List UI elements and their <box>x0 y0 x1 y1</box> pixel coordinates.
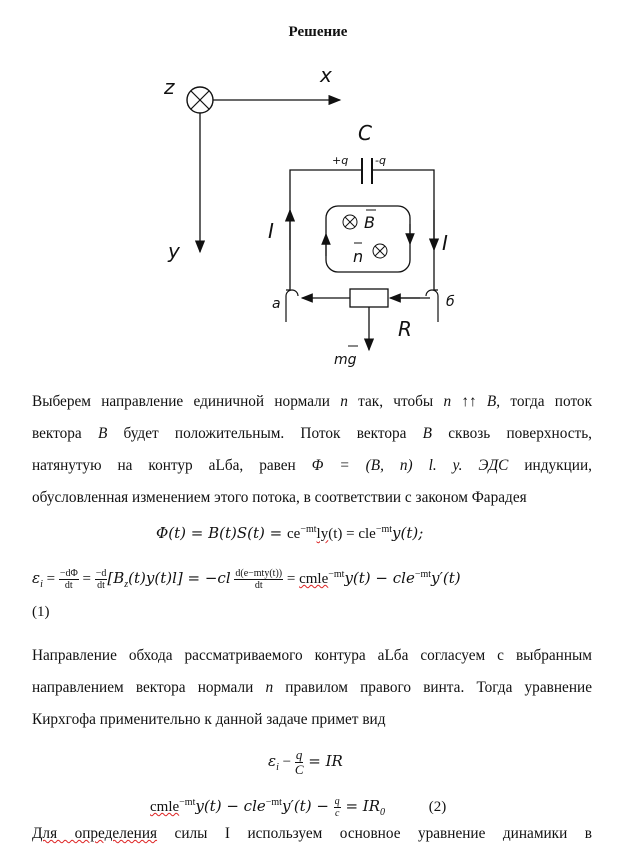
text: , тогда поток <box>496 393 593 410</box>
gravity-label: mg <box>334 352 357 368</box>
fraction <box>334 796 341 819</box>
numerator: −dΦ <box>59 568 78 579</box>
eq-part: = <box>283 570 300 587</box>
point-a-label: a <box>272 296 281 312</box>
spellcheck-word: cmle <box>299 570 329 587</box>
numerator: q <box>295 747 303 762</box>
eq-part: y(t); <box>392 524 424 542</box>
text: будет положительным. Поток вектора <box>123 425 407 442</box>
paragraph-normal <box>32 386 592 514</box>
eq-part: (t) = cle <box>328 526 376 542</box>
exponent: −mt <box>265 796 282 808</box>
eq-part: y(t) − cle <box>344 568 415 587</box>
text: силы I используем основное уравнение динамики в <box>157 825 592 842</box>
current-right-label: I <box>442 231 448 255</box>
vector-b: B <box>97 425 108 442</box>
exponent: −mt <box>414 568 432 580</box>
subscript: i <box>276 761 279 773</box>
numerator: q <box>334 796 340 807</box>
field-label: B <box>364 213 375 232</box>
eq-part: ce <box>287 526 301 542</box>
text: вектора <box>32 425 82 442</box>
exponent: −mt <box>375 524 393 535</box>
equation-label-2: (2) <box>428 798 447 815</box>
axis-y-label: y <box>168 239 180 263</box>
eq-part: [B <box>107 568 125 587</box>
plus-q-label: +q <box>332 154 349 167</box>
spellcheck-word: cmle <box>150 798 180 815</box>
current-left-label: I <box>268 219 274 243</box>
fraction <box>59 568 79 591</box>
text: правилом правого винта. Тогда уравнение <box>285 679 592 696</box>
text: Выберем направление единичной нормали <box>32 393 330 410</box>
exponent: −mt <box>179 796 196 808</box>
capacitor-label: C <box>358 121 372 145</box>
equation-flux <box>156 524 423 543</box>
spellcheck-word: ly <box>316 526 329 542</box>
equation-label-1: (1) <box>32 604 50 620</box>
equation-emf: $\varepsilon_i$ = $\frac{-d\Phi}{dt}$ = $\frac{-d}{dt}$ $[B_z(t)y(t)l] = -cl$ $\frac{\text{d(e−mty(t))}}{dt}$ = cmle$^{-mt}$y(t) − cle$^{-mt}$y′(t) <box>32 568 461 591</box>
text: Кирхгофа применительно к данной задаче примет вид <box>32 711 386 728</box>
text: натянутую на контур аLба, равен <box>32 457 296 474</box>
eq-part: y′(t) − <box>281 796 334 815</box>
spellcheck-word: Для определения <box>32 825 158 842</box>
denominator: c <box>334 808 340 819</box>
relation-n-b: n ↑↑ B <box>443 393 497 410</box>
eq-part: − <box>278 753 295 770</box>
text: так, чтобы <box>358 393 434 410</box>
flux-formula: Φ = (B, n) l. y. ЭДС <box>311 457 509 474</box>
text: направлением вектора нормали <box>32 679 254 696</box>
eq-part: (t)y(t)l] = −cl <box>128 568 231 587</box>
denominator: dt <box>64 580 73 591</box>
text: обусловленная изменением этого потока, в соответствии с законом Фарадея <box>32 489 527 506</box>
subscript: i <box>40 578 43 590</box>
paragraph-kirchhoff <box>32 640 592 736</box>
point-b-label: б <box>446 294 455 310</box>
eq-part: ε <box>268 751 277 770</box>
equation-kirchhoff-expanded <box>150 796 446 819</box>
denominator: dt <box>254 580 263 591</box>
eq-part: = IR <box>340 796 380 815</box>
text: сквозь поверхность, <box>448 425 592 442</box>
exponent: −mt <box>328 568 345 580</box>
minus-q-label: -q <box>375 154 386 167</box>
section-title: Решение <box>288 24 348 40</box>
resistor <box>350 289 388 307</box>
eq-part: ε <box>32 568 41 587</box>
subscript: z <box>124 578 129 590</box>
eq-part: Φ(t) = B(t)S(t) = <box>156 524 288 542</box>
resistor-label: R <box>398 317 412 341</box>
denominator: dt <box>97 580 105 591</box>
axis-x-label: x <box>320 63 332 87</box>
eq-part: = IR <box>303 751 343 770</box>
vector-n: n <box>265 679 274 696</box>
exponent: −mt <box>300 524 317 535</box>
denominator: C <box>294 762 304 777</box>
eq-part: y′(t) <box>431 568 461 587</box>
numerator: −d <box>95 568 107 579</box>
circuit-figure <box>150 60 470 370</box>
subscript: 0 <box>380 806 385 818</box>
text: индукции, <box>524 457 592 474</box>
equation-kirchhoff <box>268 748 343 777</box>
text: Направление обхода рассматриваемого контура аLба согласуем с выбранным <box>32 647 592 664</box>
numerator: d(e−mty(t)) <box>235 568 283 579</box>
vector-b: B <box>422 425 433 442</box>
axis-z-label: z <box>164 75 175 99</box>
eq-part: y(t) − cle <box>195 796 266 815</box>
fraction <box>234 568 283 591</box>
fraction <box>95 568 108 591</box>
normal-label: n <box>353 247 364 266</box>
paragraph-dynamics <box>32 818 592 850</box>
vector-n: n <box>340 393 348 410</box>
